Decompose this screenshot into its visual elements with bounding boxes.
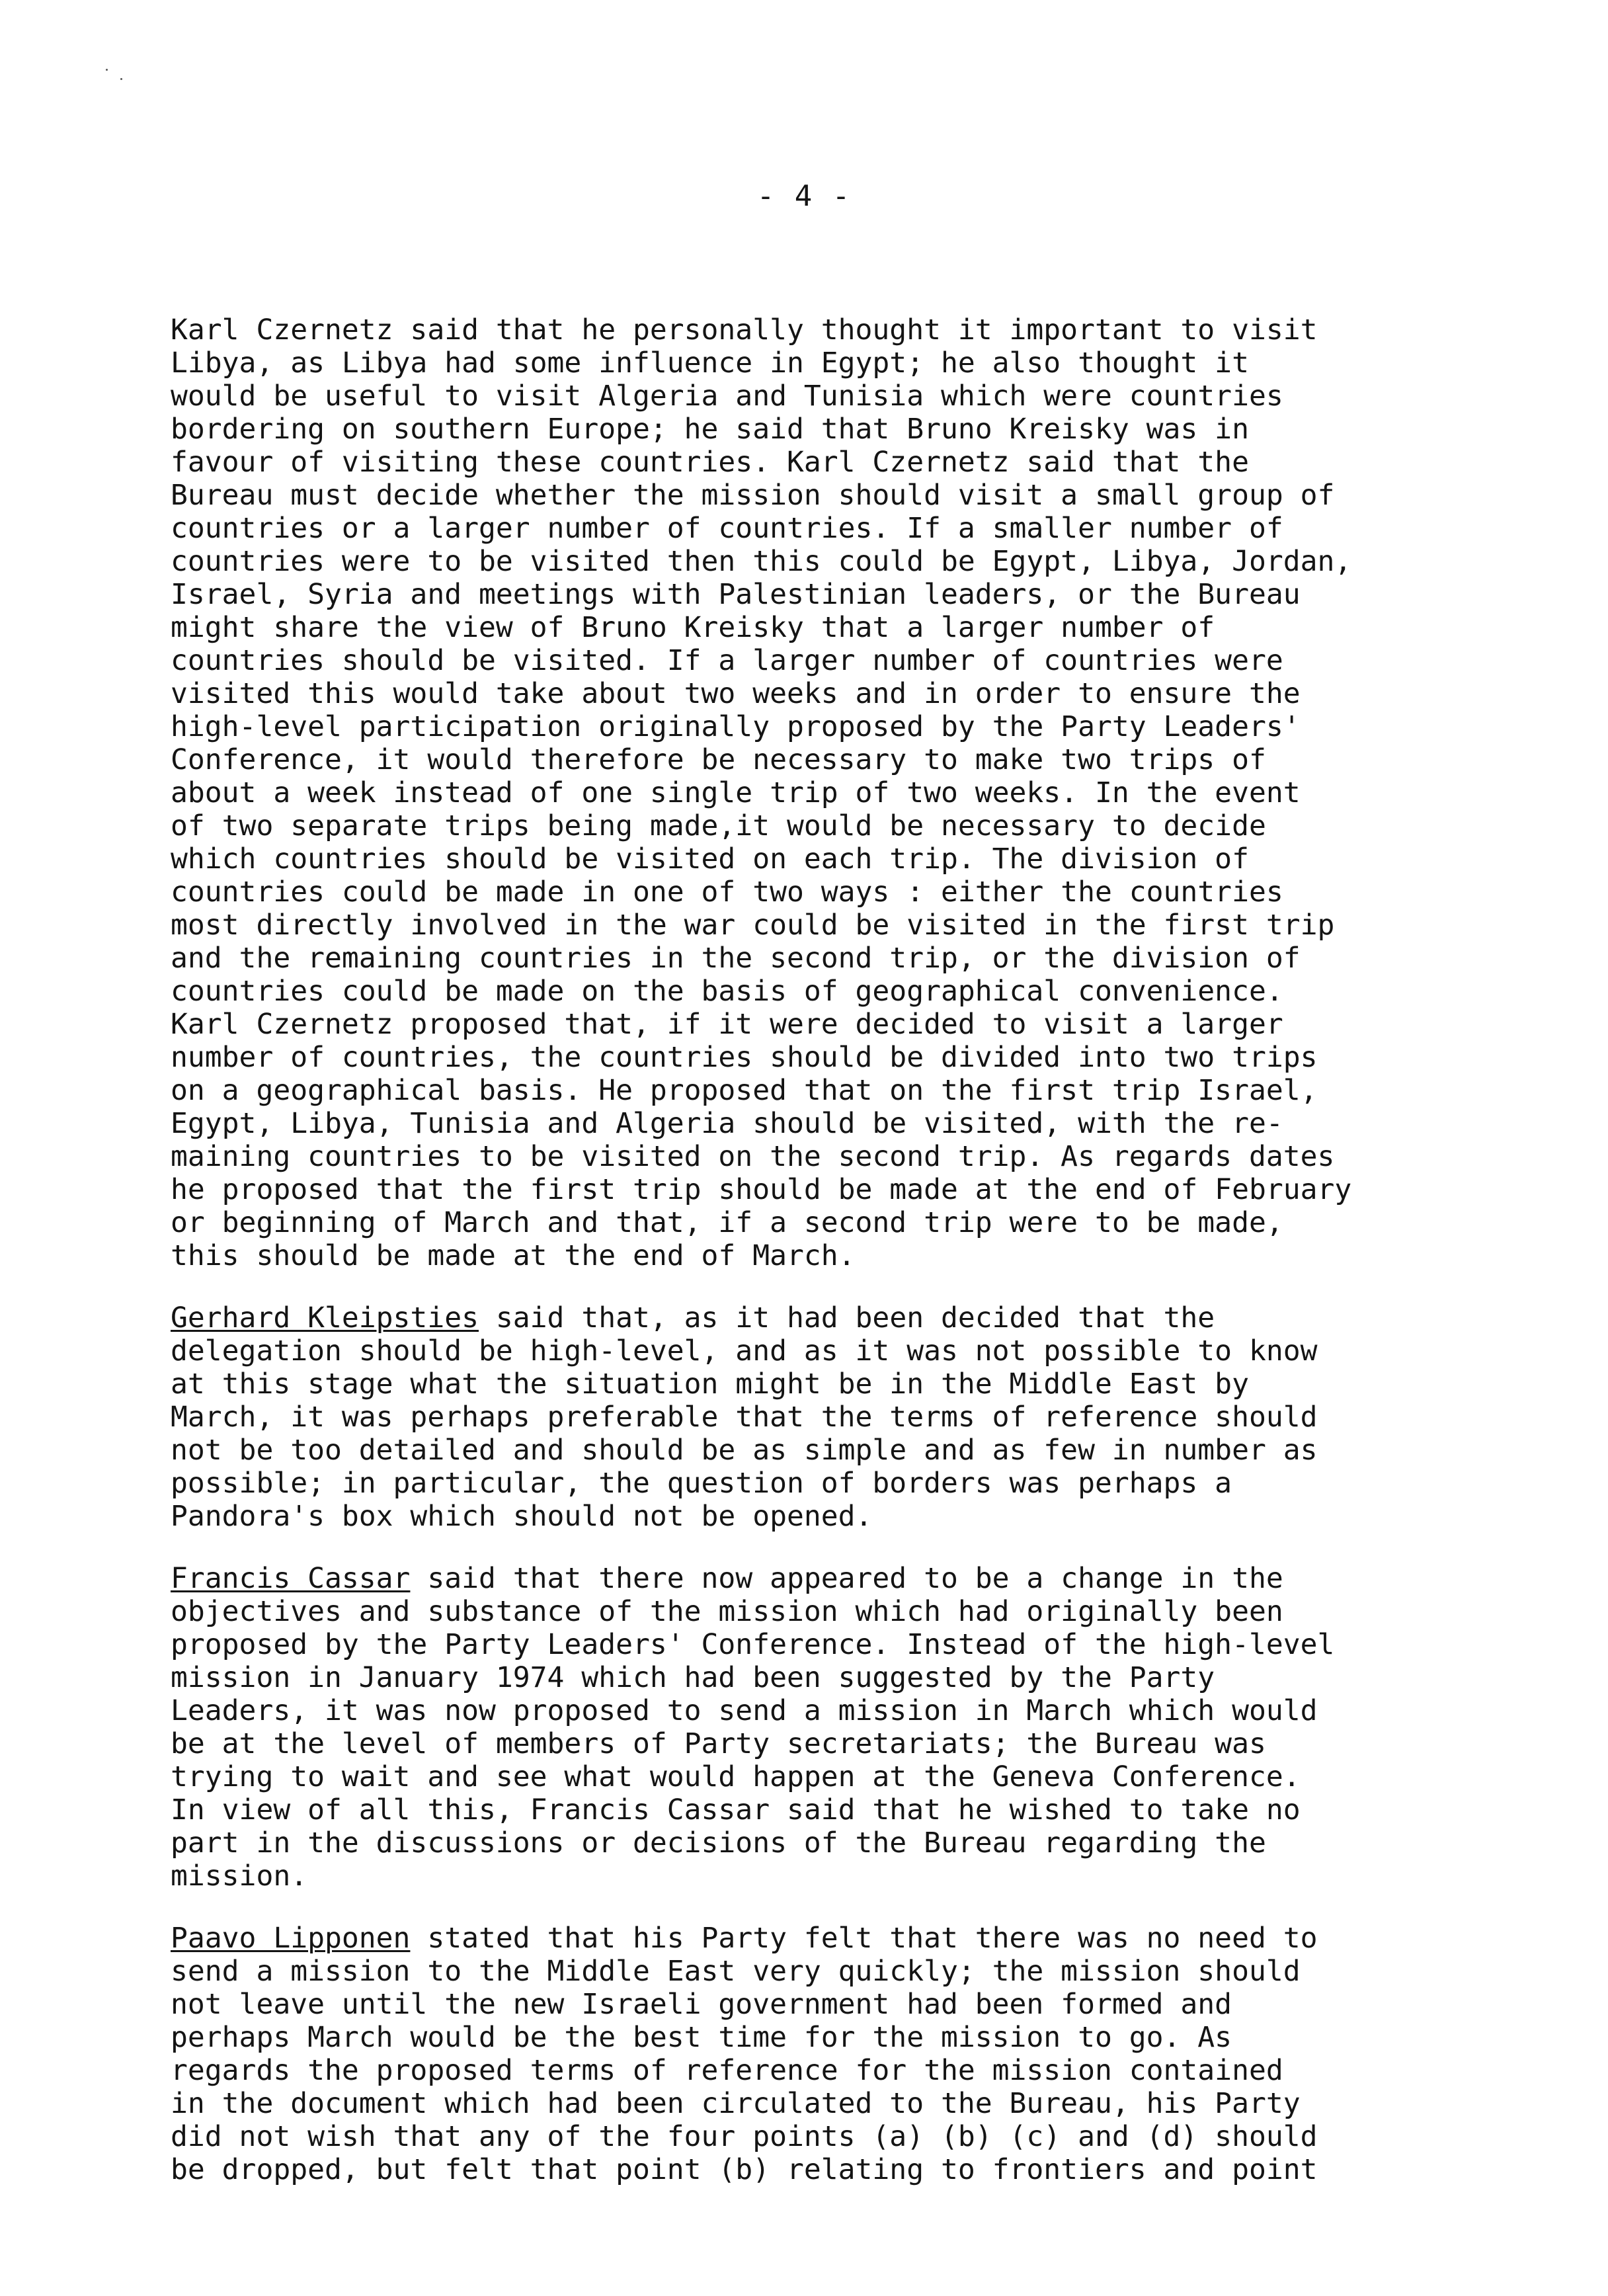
paragraph-czernetz (171, 313, 1572, 1272)
text-line-first (171, 1922, 1572, 1955)
text-line: regards the proposed terms of reference for the mission contained (171, 2054, 1283, 2087)
text-line: Libya, as Libya had some influence in Egypt; he also thought it (171, 347, 1249, 380)
text-line: high-level participation originally proposed by the Party Leaders' (171, 710, 1301, 743)
text-line: March, it was perhaps preferable that the terms of reference should (171, 1401, 1318, 1434)
text-line: trying to wait and see what would happen at the Geneva Conference. (171, 1760, 1301, 1793)
text-line: not be too detailed and should be as simple and as few in number as (171, 1434, 1318, 1467)
text-line: favour of visiting these countries. Karl Czernetz said that the (171, 446, 1249, 479)
speaker-name: Francis Cassar (171, 1562, 411, 1595)
text-line: did not wish that any of the four points (a) (b) (c) and (d) should (171, 2120, 1318, 2153)
text-line: mission in January 1974 which had been suggested by the Party (171, 1661, 1215, 1694)
text-line: possible; in particular, the question of borders was perhaps a (171, 1467, 1232, 1500)
text-line: most directly involved in the war could be visited in the first trip (171, 909, 1335, 942)
text-line: proposed by the Party Leaders' Conference. Instead of the high-level (171, 1628, 1335, 1661)
text-line: might share the view of Bruno Kreisky that a larger number of (171, 611, 1215, 644)
text-line: Egypt, Libya, Tunisia and Algeria should be visited, with the re- (171, 1107, 1283, 1140)
scan-speck (106, 69, 108, 71)
text-line: which countries should be visited on each trip. The division of (171, 842, 1249, 876)
text-line: maining countries to be visited on the second trip. As regards dates (171, 1140, 1335, 1173)
text-line: countries should be visited. If a larger number of countries were (171, 644, 1283, 677)
text-line: part in the discussions or decisions of the Bureau regarding the (171, 1826, 1266, 1860)
text-line: bordering on southern Europe; he said that Bruno Kreisky was in (171, 413, 1249, 446)
text-line: Karl Czernetz said that he personally thought it important to visit (171, 313, 1318, 347)
text-line: be at the level of members of Party secretariats; the Bureau was (171, 1727, 1266, 1760)
text-line-rest: said that there now appeared to be a change in the (410, 1562, 1283, 1595)
text-line-first (171, 1301, 1572, 1334)
text-line: and the remaining countries in the second trip, or the division of (171, 942, 1301, 975)
text-line: number of countries, the countries should be divided into two trips (171, 1041, 1318, 1074)
text-line: visited this would take about two weeks and in order to ensure the (171, 677, 1301, 710)
text-line: about a week instead of one single trip of two weeks. In the event (171, 776, 1301, 809)
text-line: or beginning of March and that, if a second trip were to be made, (171, 1206, 1283, 1239)
text-line-first (171, 1562, 1572, 1595)
text-line: countries or a larger number of countries. If a smaller number of (171, 512, 1283, 545)
paragraph-lipponen (171, 1922, 1572, 2186)
document-body (171, 313, 1572, 2215)
text-line: delegation should be high-level, and as it was not possible to know (171, 1334, 1318, 1368)
text-line: countries could be made in one of two ways : either the countries (171, 876, 1283, 909)
text-line: would be useful to visit Algeria and Tunisia which were countries (171, 380, 1283, 413)
text-line: In view of all this, Francis Cassar said that he wished to take no (171, 1793, 1301, 1826)
text-line: perhaps March would be the best time for the mission to go. As (171, 2021, 1232, 2054)
text-line: be dropped, but felt that point (b) relating to frontiers and point (171, 2153, 1318, 2186)
text-line: Conference, it would therefore be necessary to make two trips of (171, 743, 1266, 776)
scan-speck (120, 78, 122, 80)
paragraph-kleipsties (171, 1301, 1572, 1533)
text-line: on a geographical basis. He proposed that on the first trip Israel, (171, 1074, 1318, 1107)
text-line: he proposed that the first trip should be made at the end of February (171, 1173, 1352, 1206)
text-line: Israel, Syria and meetings with Palestinian leaders, or the Bureau (171, 578, 1301, 611)
text-line: Leaders, it was now proposed to send a mission in March which would (171, 1694, 1318, 1727)
text-line: countries were to be visited then this could be Egypt, Libya, Jordan, (171, 545, 1352, 578)
text-line: of two separate trips being made,it would be necessary to decide (171, 809, 1266, 842)
speaker-name: Gerhard Kleipsties (171, 1301, 479, 1334)
text-line: not leave until the new Israeli government had been formed and (171, 1988, 1232, 2021)
text-line: countries could be made on the basis of geographical convenience. (171, 975, 1283, 1008)
speaker-name: Paavo Lipponen (171, 1922, 411, 1955)
text-line: in the document which had been circulated to the Bureau, his Party (171, 2087, 1301, 2120)
text-line: Pandora's box which should not be opened. (171, 1500, 873, 1533)
text-line: Bureau must decide whether the mission should visit a small group of (171, 479, 1335, 512)
text-line-rest: stated that his Party felt that there was no need to (410, 1922, 1318, 1955)
text-line: send a mission to the Middle East very quickly; the mission should (171, 1955, 1301, 1988)
text-line: at this stage what the situation might be in the Middle East by (171, 1368, 1249, 1401)
text-line: Karl Czernetz proposed that, if it were decided to visit a larger (171, 1008, 1283, 1041)
paragraph-cassar (171, 1562, 1572, 1893)
text-line: mission. (171, 1860, 308, 1893)
text-line: objectives and substance of the mission which had originally been (171, 1595, 1283, 1628)
page-number: - 4 - (756, 179, 852, 213)
text-line: this should be made at the end of March. (171, 1239, 856, 1272)
text-line-rest: said that, as it had been decided that the (479, 1301, 1215, 1334)
